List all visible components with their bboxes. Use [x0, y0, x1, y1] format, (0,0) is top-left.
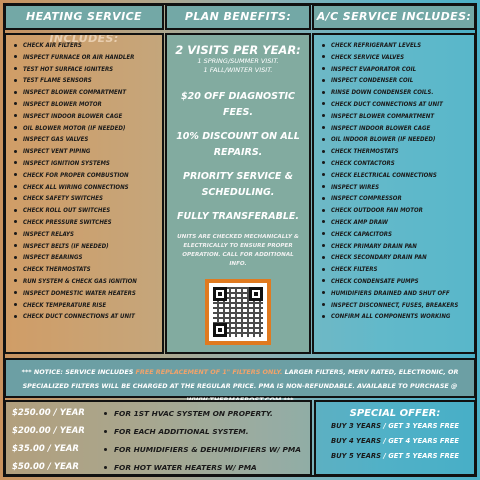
bullet-icon [322, 44, 325, 47]
ac-item [322, 111, 474, 123]
notice-rest: LARGER FILTERS, MERV RATED, ELECTRONIC, OR SPECIALIZED FILTERS WILL BE CHARGED AT THE REGULAR PRICE. PMA IS NON-REFUNDABLE. AVAILABLE TO PURCHASE @ [22, 368, 459, 390]
ac-item-label: CHECK SECONDARY DRAIN PAN [331, 254, 427, 262]
bullet-icon [322, 303, 325, 306]
bullet-icon [104, 466, 107, 469]
heating-item [14, 182, 162, 194]
heating-item [14, 64, 162, 76]
bullet-icon [14, 244, 17, 247]
bullet-icon [14, 55, 17, 58]
heating-item-label: INSPECT VENT PIPING [23, 148, 91, 156]
special-offer-panel [314, 400, 476, 476]
heating-list-panel [4, 33, 164, 354]
heating-item-label: CHECK DUCT CONNECTIONS AT UNIT [23, 313, 135, 321]
price-description [104, 427, 249, 436]
ac-item-label: CHECK THERMOSTATS [331, 148, 399, 156]
ac-item [322, 264, 474, 276]
offer-get: / GET 5 YEARS FREE [381, 452, 460, 460]
ac-title: A/C SERVICE INCLUDES: [312, 4, 476, 30]
heating-column [4, 4, 164, 354]
ac-item [322, 205, 474, 217]
ac-item [322, 182, 474, 194]
heating-item [14, 52, 162, 64]
bullet-icon [322, 114, 325, 117]
heating-item-label: INSPECT DOMESTIC WATER HEATERS [23, 289, 136, 297]
heating-item-label: TEST FLAME SENSORS [23, 77, 92, 85]
bullet-icon [322, 150, 325, 153]
priority-benefit: PRIORITY SERVICE & SCHEDULING. [183, 171, 293, 198]
offer-line [316, 434, 474, 449]
bullet-icon [322, 220, 325, 223]
price-description-text: FOR EACH ADDITIONAL SYSTEM. [114, 426, 249, 436]
heating-item-label: CHECK FOR PROPER COMBUSTION [23, 171, 129, 179]
bullet-icon [322, 256, 325, 259]
bullet-icon [322, 279, 325, 282]
ac-item [322, 158, 474, 170]
special-offer-title: SPECIAL OFFER: [349, 408, 441, 419]
benefits-panel [165, 33, 311, 354]
heating-item [14, 158, 162, 170]
diagnostic-benefit: $20 OFF DIAGNOSTIC FEES. [181, 91, 295, 118]
bullet-icon [14, 220, 17, 223]
heating-item [14, 241, 162, 253]
bullet-icon [14, 303, 17, 306]
bullet-icon [104, 412, 107, 415]
offer-buy: BUY 3 YEARS [330, 422, 381, 430]
bullet-icon [14, 138, 17, 141]
heating-item [14, 264, 162, 276]
heating-item [14, 111, 162, 123]
ac-item-label: OIL INDOOR BLOWER (IF NEEDED) [331, 136, 436, 144]
ac-item-label: INSPECT EVAPORATOR COIL [331, 65, 417, 73]
ac-item-label: CHECK DUCT CONNECTIONS AT UNIT [331, 100, 443, 108]
transfer-benefit: FULLY TRANSFERABLE. [177, 211, 299, 222]
ac-item [322, 75, 474, 87]
heating-item-label: INSPECT BEARINGS [23, 254, 83, 262]
heating-item [14, 217, 162, 229]
bullet-icon [14, 91, 17, 94]
bullet-icon [14, 150, 17, 153]
price-row [6, 422, 310, 440]
heating-item [14, 87, 162, 99]
bullet-icon [322, 197, 325, 200]
ac-item [322, 229, 474, 241]
bullet-icon [14, 232, 17, 235]
price-description [104, 445, 301, 454]
bullet-icon [322, 173, 325, 176]
price-description [104, 409, 273, 418]
ac-item-label: CHECK SERVICE VALVES [331, 53, 405, 61]
ac-item [322, 123, 474, 135]
bullet-icon [322, 55, 325, 58]
heating-item-label: INSPECT FURNACE OR AIR HANDLER [23, 53, 135, 61]
notice-highlight: FREE REPLACEMENT OF 1" FILTERS ONLY. [135, 368, 283, 376]
ac-list-panel [312, 33, 476, 354]
heating-item [14, 276, 162, 288]
heating-item [14, 229, 162, 241]
heating-item [14, 193, 162, 205]
ac-item-label: INSPECT BLOWER COMPARTMENT [331, 112, 435, 120]
ac-item [322, 52, 474, 64]
benefits-column [165, 4, 311, 354]
ac-item-label: INSPECT INDOOR BLOWER CAGE [331, 124, 431, 132]
bullet-icon [14, 67, 17, 70]
offer-line [316, 449, 474, 464]
notice-intro: *** NOTICE: SERVICE INCLUDES [21, 368, 136, 376]
price-description-text: FOR HUMIDIFIERS & DEHUMIDIFIERS W/ PMA [114, 444, 301, 454]
bullet-icon [14, 185, 17, 188]
offer-get: / GET 4 YEARS FREE [381, 437, 460, 445]
heating-item-label: INSPECT RELAYS [23, 230, 74, 238]
bullet-icon [14, 102, 17, 105]
ac-item-label: CHECK AMP DRAW [331, 218, 388, 226]
ac-item [322, 217, 474, 229]
heating-title: HEATING SERVICE [4, 4, 164, 30]
bullet-icon [14, 114, 17, 117]
ac-item [322, 193, 474, 205]
heating-item-label: INSPECT BLOWER MOTOR [23, 100, 102, 108]
heating-item-label: CHECK THERMOSTATS [23, 266, 91, 274]
price-row [6, 440, 310, 458]
heating-item-label: INSPECT GAS VALVES [23, 136, 89, 144]
heating-item-label: INSPECT BELTS (IF NEEDED) [23, 242, 109, 250]
ac-item [322, 276, 474, 288]
price-description-text: FOR 1ST HVAC SYSTEM ON PROPERTY. [114, 408, 273, 418]
heating-item-label: TEST HOT SURFACE IGNITERS [23, 65, 114, 73]
ac-item [322, 134, 474, 146]
qr-finder-top-right [249, 287, 263, 301]
ac-item-label: CHECK FILTERS [331, 266, 378, 274]
price-amount: $50.00 / YEAR [12, 462, 79, 472]
bullet-icon [322, 126, 325, 129]
ac-item-label: CHECK OUTDOOR FAN MOTOR [331, 207, 423, 215]
bullet-icon [14, 279, 17, 282]
filter-notice [4, 358, 476, 398]
price-description [104, 463, 257, 472]
ac-item [322, 146, 474, 158]
heating-item-label: RUN SYSTEM & CHECK GAS IGNITION [23, 277, 137, 285]
ac-item [322, 300, 474, 312]
bullet-icon [14, 315, 17, 318]
ac-item-label: CHECK REFRIGERANT LEVELS [331, 42, 422, 49]
heating-item-label: CHECK SAFETY SWITCHES [23, 195, 103, 203]
heating-item-label: CHECK TEMPERATURE RISE [23, 301, 107, 309]
offer-get: / GET 3 YEARS FREE [381, 422, 460, 430]
heating-item [14, 288, 162, 300]
ac-item-label: INSPECT DISCONNECT, FUSES, BREAKERS [331, 301, 459, 309]
heating-item [14, 205, 162, 217]
bullet-icon [322, 91, 325, 94]
ac-item [322, 252, 474, 264]
heating-item-label: INSPECT IGNITION SYSTEMS [23, 159, 110, 167]
heating-item [14, 99, 162, 111]
bullet-icon [14, 126, 17, 129]
bullet-icon [322, 67, 325, 70]
ac-item [322, 99, 474, 111]
ac-item [322, 87, 474, 99]
bullet-icon [14, 256, 17, 259]
heating-item-label: INSPECT INDOOR BLOWER CAGE [23, 112, 123, 120]
bullet-icon [14, 291, 17, 294]
heating-item-label: CHECK PRESSURE SWITCHES [23, 218, 112, 226]
ac-item-label: HUMIDIFIERS DRAINED AND SHUT OFF [331, 289, 450, 297]
bullet-icon [322, 315, 325, 318]
bullet-icon [322, 209, 325, 212]
bullet-icon [14, 268, 17, 271]
ac-item [322, 241, 474, 253]
price-amount: $250.00 / YEAR [12, 408, 85, 418]
bullet-icon [14, 197, 17, 200]
visit-fall: 1 FALL/WINTER VISIT. [203, 66, 273, 74]
discount-benefit: 10% DISCOUNT ON ALL REPAIRS. [176, 131, 300, 158]
ac-item-label: RINSE DOWN CONDENSER COILS. [331, 89, 434, 97]
offer-list [316, 419, 474, 464]
pricing-panel [4, 400, 312, 476]
bullet-icon [322, 185, 325, 188]
qr-finder-top-left [213, 287, 227, 301]
bullet-icon [322, 268, 325, 271]
ac-item [322, 64, 474, 76]
qr-finder-bottom-left [213, 323, 227, 337]
price-row [6, 458, 310, 476]
heating-item [14, 146, 162, 158]
heating-item [14, 134, 162, 146]
heating-item [14, 300, 162, 312]
heating-item [14, 123, 162, 135]
bullet-icon [104, 430, 107, 433]
heating-item-label: CHECK ROLL OUT SWITCHES [23, 207, 111, 215]
heating-item-label: OIL BLOWER MOTOR (IF NEEDED) [23, 124, 126, 132]
ac-item-label: CHECK CONDENSATE PUMPS [331, 277, 419, 285]
ac-item-label: CHECK PRIMARY DRAIN PAN [331, 242, 417, 250]
ac-item [322, 311, 474, 323]
heating-item [14, 311, 162, 323]
offer-buy: BUY 5 YEARS [330, 452, 381, 460]
qr-code[interactable] [205, 279, 271, 345]
ac-item [322, 40, 474, 52]
bullet-icon [322, 102, 325, 105]
offer-line [316, 419, 474, 434]
ac-list [314, 35, 474, 323]
price-amount: $200.00 / YEAR [12, 426, 85, 436]
bullet-icon [104, 448, 107, 451]
ac-item-label: CHECK CONTACTORS [331, 159, 395, 167]
price-amount: $35.00 / YEAR [12, 444, 79, 454]
bullet-icon [322, 138, 325, 141]
ac-item-label: INSPECT COMPRESSOR [331, 195, 402, 203]
benefits-note: UNITS ARE CHECKED MECHANICALLY & ELECTRICALLY TO ENSURE PROPER OPERATION. CALL FOR ADDITIONAL INFO. [177, 234, 299, 267]
ac-item-label: CONFIRM ALL COMPONENTS WORKING [331, 313, 451, 321]
bullet-icon [14, 79, 17, 82]
ac-column [312, 4, 476, 354]
heating-item [14, 252, 162, 264]
ac-item-label: CHECK CAPACITORS [331, 230, 392, 238]
ac-item-label: INSPECT WIRES [331, 183, 380, 191]
bullet-icon [322, 161, 325, 164]
visits-heading: 2 VISITS PER YEAR: [175, 43, 301, 57]
bullet-icon [14, 44, 17, 47]
heating-item-label: CHECK AIR FILTERS [23, 42, 82, 49]
bullet-icon [14, 209, 17, 212]
bullet-icon [322, 232, 325, 235]
heating-item-label: CHECK ALL WIRING CONNECTIONS [23, 183, 129, 191]
bullet-icon [322, 244, 325, 247]
bullet-icon [322, 79, 325, 82]
bullet-icon [14, 173, 17, 176]
heating-item [14, 170, 162, 182]
ac-item [322, 288, 474, 300]
price-description-text: FOR HOT WATER HEATERS W/ PMA [114, 462, 257, 472]
ac-item-label: INSPECT CONDENSER COIL [331, 77, 414, 85]
ac-item [322, 170, 474, 182]
bullet-icon [322, 291, 325, 294]
offer-buy: BUY 4 YEARS [330, 437, 381, 445]
heating-item [14, 75, 162, 87]
bullet-icon [14, 161, 17, 164]
price-row [6, 404, 310, 422]
ac-item-label: CHECK ELECTRICAL CONNECTIONS [331, 171, 437, 179]
heating-list [6, 35, 162, 323]
benefits-title: PLAN BENEFITS: [165, 4, 311, 30]
visit-spring: 1 SPRING/SUMMER VISIT. [197, 57, 279, 65]
heating-item-label: INSPECT BLOWER COMPARTMENT [23, 89, 127, 97]
heating-item [14, 40, 162, 52]
